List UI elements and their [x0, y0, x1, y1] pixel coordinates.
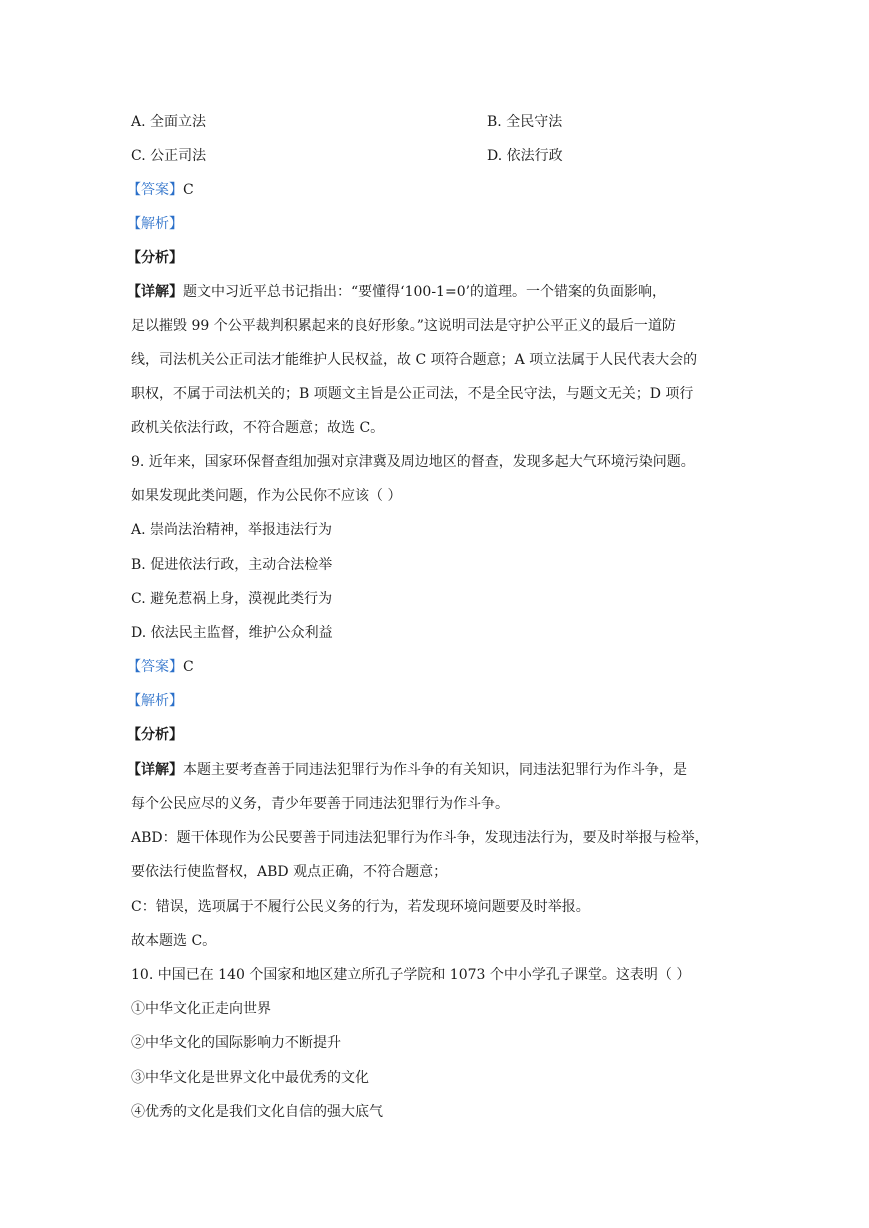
q8-option-a: A. 全面立法 — [131, 114, 207, 130]
detail-text: 本题主要考查善于同违法犯罪行为作斗争的有关知识，同违法犯罪行为作斗争，是 — [183, 762, 687, 778]
q9-detail-line-2: 每个公民应尽的义务，青少年要善于同违法犯罪行为作斗争。 — [131, 796, 509, 812]
answer-tag: 【答案】 — [127, 659, 183, 675]
q8-option-b: B. 全民守法 — [487, 114, 563, 130]
q9-abd-line-1: ABD：题干体现作为公民要善于同违法犯罪行为作斗争，发现违法行为，要及时举报与检举， — [131, 830, 709, 846]
q9-detail-line-1 — [127, 760, 687, 780]
q9-option-a: A. 崇尚法治精神，举报违法行为 — [131, 522, 333, 538]
q9-stem-line-2: 如果发现此类问题，作为公民你不应该（ ） — [131, 488, 402, 504]
q9-option-c: C. 避免惹祸上身，漠视此类行为 — [131, 591, 333, 607]
q8-detail-line-2: 足以摧毁 99 个公平裁判积累起来的良好形象。”这说明司法是守护公平正义的最后一道防 — [131, 318, 676, 334]
q8-detail-line-3: 线，司法机关公正司法才能维护人民权益，故 C 项符合题意；A 项立法属于人民代表大会的 — [131, 352, 698, 368]
detail-tag: 【详解】 — [127, 762, 183, 778]
q10-stem: 10. 中国已在 140 个国家和地区建立所孔子学院和 1073 个中小学孔子课堂。这表明（ ） — [131, 967, 691, 983]
q9-fenxi-tag: 【分析】 — [127, 727, 183, 743]
q8-option-d: D. 依法行政 — [487, 148, 563, 164]
q8-jiexi-tag: 【解析】 — [127, 216, 183, 232]
detail-tag: 【详解】 — [127, 284, 183, 300]
q9-stem-line-1: 9. 近年来，国家环保督查组加强对京津冀及周边地区的督查，发现多起大气环境污染问题。 — [131, 454, 695, 470]
q9-c-line: C：错误，选项属于不履行公民义务的行为，若发现环境问题要及时举报。 — [131, 899, 590, 915]
q9-jiexi-tag: 【解析】 — [127, 693, 183, 709]
answer-tag: 【答案】 — [127, 182, 183, 198]
q10-item-1: ①中华文化正走向世界 — [131, 1001, 271, 1017]
q9-abd-line-2: 要依法行使监督权，ABD 观点正确，不符合题意； — [131, 864, 448, 880]
q9-option-b: B. 促进依法行政，主动合法检举 — [131, 557, 333, 573]
q8-detail-line-5: 政机关依法行政，不符合题意；故选 C。 — [131, 420, 385, 436]
answer-value: C — [183, 659, 194, 675]
q9-option-d: D. 依法民主监督，维护公众利益 — [131, 625, 333, 641]
q8-detail-line-4: 职权，不属于司法机关的；B 项题文主旨是公正司法，不是全民守法，与题文无关；D 项行 — [131, 386, 694, 402]
q10-item-4: ④优秀的文化是我们文化自信的强大底气 — [131, 1104, 383, 1120]
q8-fenxi-tag: 【分析】 — [127, 250, 183, 266]
q10-item-3: ③中华文化是世界文化中最优秀的文化 — [131, 1070, 369, 1086]
answer-value: C — [183, 182, 194, 198]
q9-conclusion: 故本题选 C。 — [131, 933, 217, 949]
q8-option-c: C. 公正司法 — [131, 148, 207, 164]
q8-detail-line-1 — [127, 282, 666, 302]
q10-item-2: ②中华文化的国际影响力不断提升 — [131, 1035, 341, 1051]
q9-answer — [127, 657, 194, 677]
detail-text: 题文中习近平总书记指出：“要懂得‘100-1=0’的道理。一个错案的负面影响， — [183, 284, 667, 300]
q8-answer — [127, 180, 194, 200]
